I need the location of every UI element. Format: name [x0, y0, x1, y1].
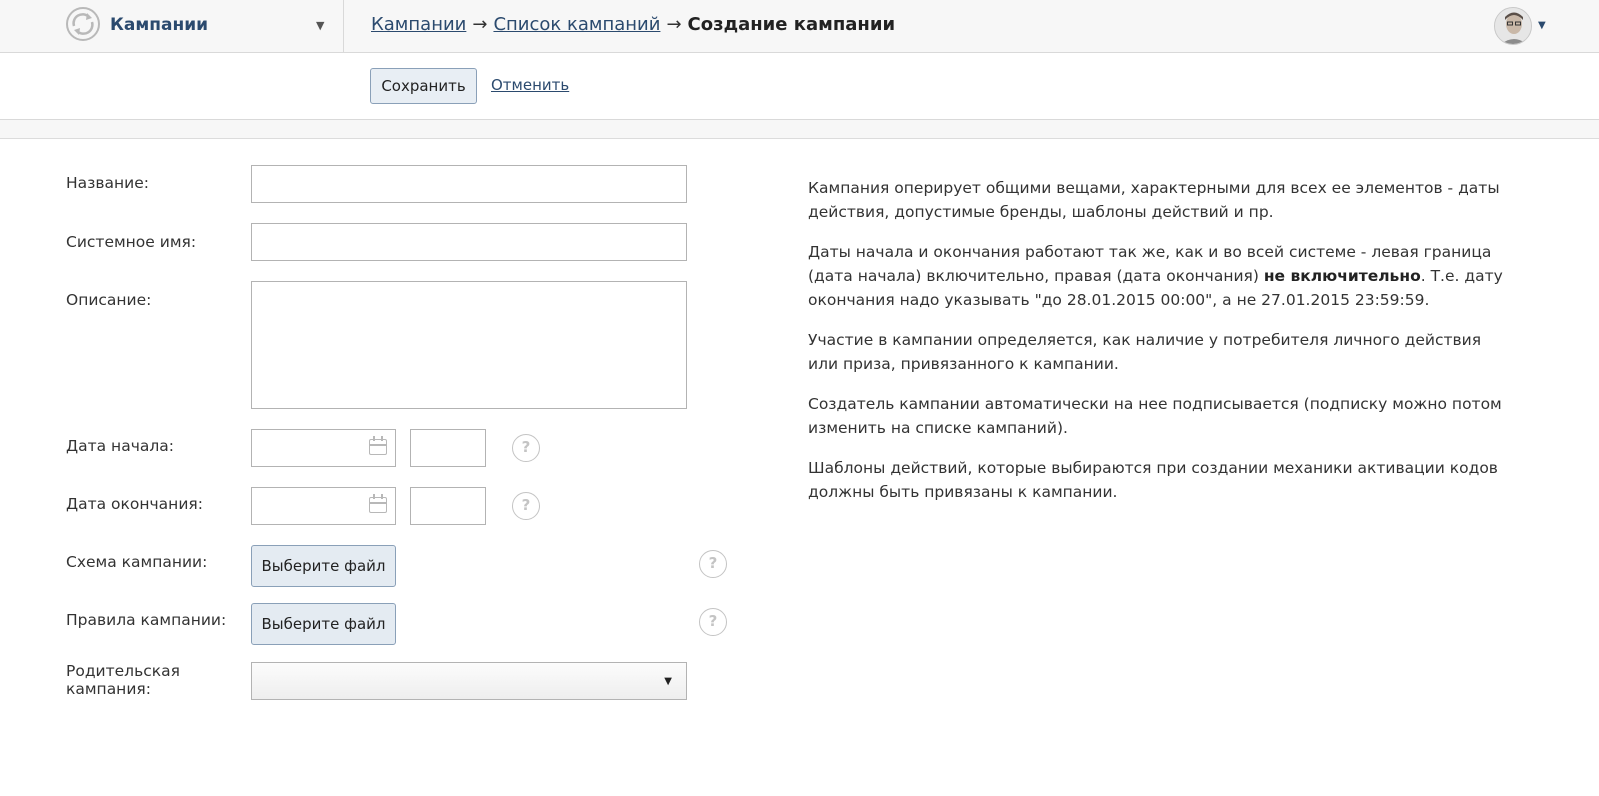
name-label: Название:: [66, 174, 149, 192]
calendar-icon[interactable]: [369, 439, 387, 455]
start-time-input[interactable]: [410, 429, 486, 467]
save-button[interactable]: Сохранить: [370, 68, 477, 104]
page-title: Создание кампании: [687, 14, 896, 35]
breadcrumb-arrow: →: [472, 14, 488, 35]
description-textarea[interactable]: [251, 281, 687, 409]
header-divider: [343, 0, 344, 53]
start-date-help-icon[interactable]: ?: [512, 434, 540, 462]
user-avatar[interactable]: [1494, 7, 1532, 45]
toolbar-separator-band: [0, 120, 1599, 139]
start-date-field: [251, 429, 396, 467]
app-switcher-dropdown-icon[interactable]: ▼: [316, 19, 325, 32]
breadcrumb: [371, 14, 895, 35]
parent-campaign-label-line1: Родительская: [66, 662, 180, 680]
breadcrumb-campaign-list-link[interactable]: Список кампаний: [493, 14, 661, 35]
breadcrumb-campaigns-link[interactable]: Кампании: [371, 14, 467, 35]
cancel-link[interactable]: Отменить: [491, 76, 570, 94]
top-header: [0, 0, 1599, 53]
info-paragraph: Шаблоны действий, которые выбираются при создании механики активации кодов должны быть привязаны к кампании.: [808, 459, 1498, 501]
end-time-input[interactable]: [410, 487, 486, 525]
info-paragraph: [808, 240, 1508, 312]
action-toolbar: [0, 54, 1599, 120]
scheme-help-icon[interactable]: ?: [699, 550, 727, 578]
end-date-field: [251, 487, 396, 525]
system-name-label: Системное имя:: [66, 233, 197, 251]
app-title[interactable]: Кампании: [110, 15, 209, 35]
start-date-label: Дата начала:: [66, 437, 174, 455]
rules-help-icon[interactable]: ?: [699, 608, 727, 636]
scheme-label: Схема кампании:: [66, 553, 208, 571]
info-paragraph: Участие в кампании определяется, как наличие у потребителя личного действия или приза, привязанного к кампании.: [808, 331, 1482, 373]
info-paragraph: Кампания оперирует общими вещами, характерными для всех ее элементов - даты действия, допустимые бренды, шаблоны действий и пр.: [808, 179, 1500, 221]
scheme-file-button[interactable]: Выберите файл: [251, 545, 396, 587]
rules-label: Правила кампании:: [66, 611, 227, 629]
info-text: Даты начала и окончания работают так же, как и во всей системе - левая граница (дата начала) включительно, правая (дата окончания): [808, 243, 1492, 285]
breadcrumb-arrow: →: [666, 14, 682, 35]
end-date-label: Дата окончания:: [66, 495, 203, 513]
info-panel: [808, 176, 1508, 520]
parent-campaign-select[interactable]: [251, 662, 687, 700]
info-emphasis: не включительно: [1263, 267, 1421, 285]
parent-campaign-label-line2: кампания:: [66, 680, 151, 698]
info-text: . Т.е. дату окончания надо указывать "до 28.01.2015 00:00", а не 27.01.2015 23:59:59.: [808, 267, 1503, 309]
avatar-photo-icon: [1495, 8, 1532, 45]
calendar-icon[interactable]: [369, 497, 387, 513]
name-input[interactable]: [251, 165, 687, 203]
parent-campaign-label: [66, 662, 180, 698]
end-date-help-icon[interactable]: ?: [512, 492, 540, 520]
system-name-input[interactable]: [251, 223, 687, 261]
info-paragraph: Создатель кампании автоматически на нее подписывается (подписку можно потом изменить на списке кампаний).: [808, 395, 1502, 437]
chevron-down-icon: ▼: [664, 676, 672, 687]
rules-file-button[interactable]: Выберите файл: [251, 603, 396, 645]
app-logo-icon[interactable]: [65, 6, 101, 42]
description-label: Описание:: [66, 291, 152, 309]
user-menu-caret-icon[interactable]: ▼: [1538, 20, 1546, 31]
